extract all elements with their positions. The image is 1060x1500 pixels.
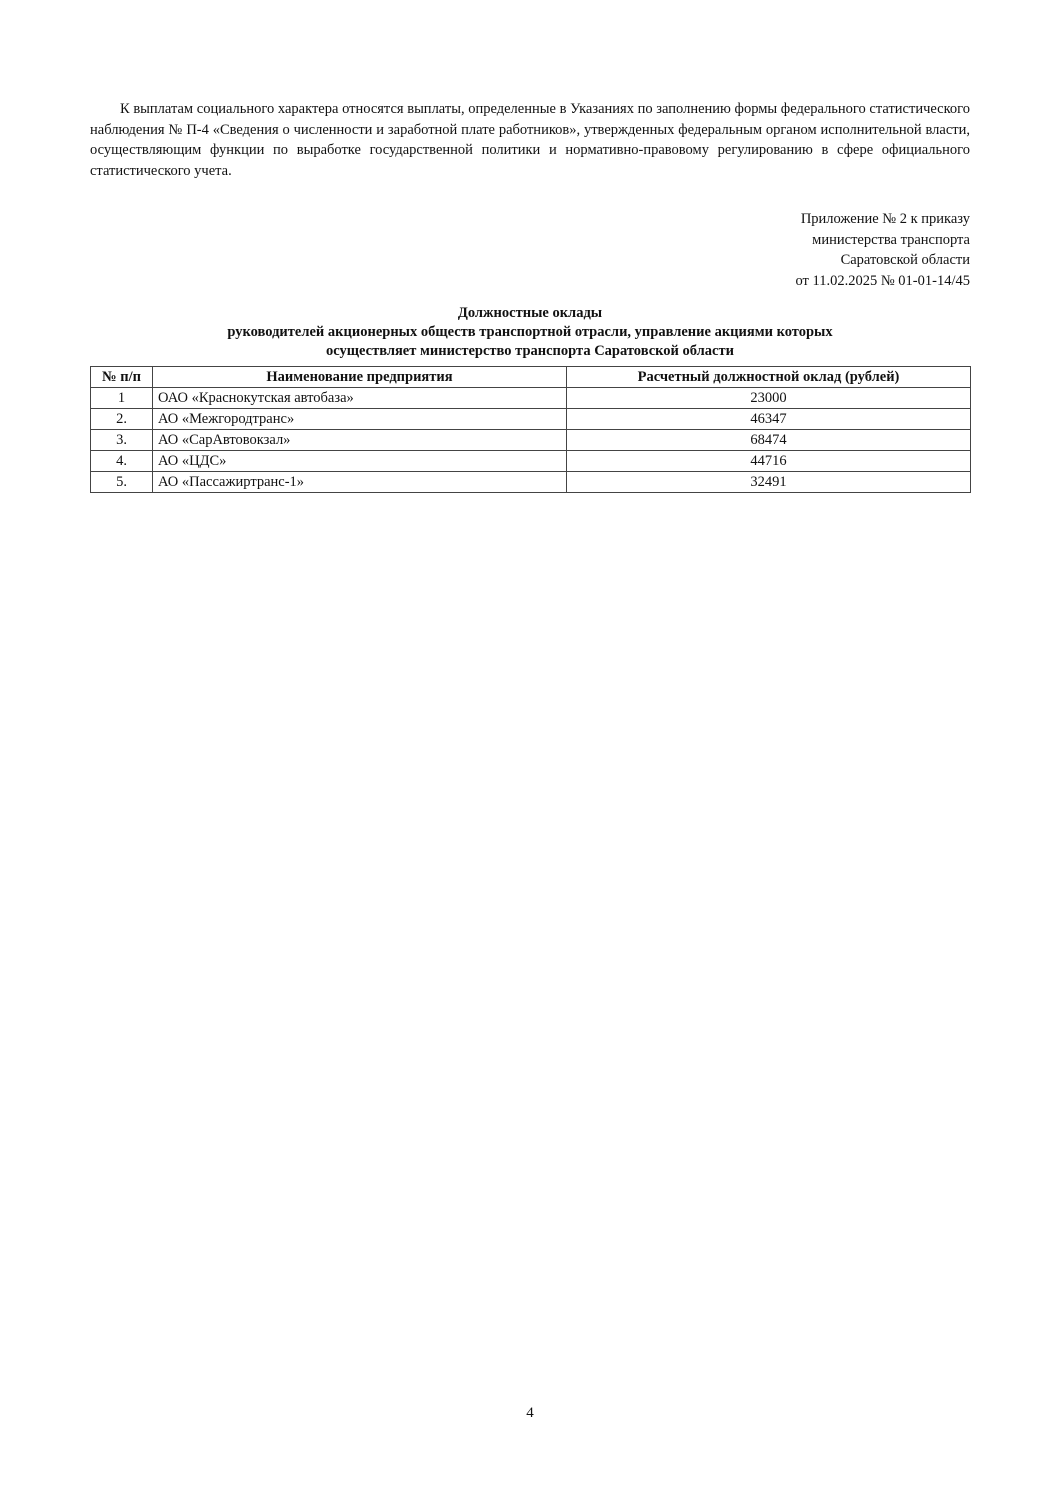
title-line: осуществляет министерство транспорта Саратовской области	[326, 343, 734, 359]
company-name: АО «ЦДС»	[153, 451, 567, 472]
company-name: ОАО «Краснокутская автобаза»	[153, 388, 567, 409]
table-row	[91, 472, 971, 493]
table-row	[91, 388, 971, 409]
appendix-header	[630, 209, 970, 291]
column-header-company: Наименование предприятия	[153, 367, 567, 388]
row-number: 5.	[91, 472, 153, 493]
intro-text	[90, 99, 970, 181]
company-name: АО «Межгородтранс»	[153, 409, 567, 430]
document-title	[90, 304, 970, 361]
row-number: 2.	[91, 409, 153, 430]
appendix-line: Саратовской области	[840, 252, 970, 268]
row-number: 3.	[91, 430, 153, 451]
company-name: АО «Пассажиртранс-1»	[153, 472, 567, 493]
title-line: руководителей акционерных обществ транспортной отрасли, управление акциями которых	[227, 324, 833, 340]
title-line: Должностные оклады	[457, 305, 603, 321]
salary-value: 46347	[567, 409, 971, 430]
column-header-number: № п/п	[91, 367, 153, 388]
salary-value: 23000	[567, 388, 971, 409]
salary-value: 68474	[567, 430, 971, 451]
appendix-line: Приложение № 2 к приказу	[800, 211, 970, 227]
page-number: 4	[526, 1405, 534, 1421]
appendix-line: от 11.02.2025 № 01-01-14/45	[795, 272, 970, 289]
salary-value: 32491	[567, 472, 971, 493]
table-row	[91, 430, 971, 451]
table-header-row	[91, 367, 971, 388]
salaries-table	[90, 366, 971, 493]
company-name: АО «СарАвтовокзал»	[153, 430, 567, 451]
column-header-salary: Расчетный должностной оклад (рублей)	[567, 367, 971, 388]
salary-value: 44716	[567, 451, 971, 472]
table-row	[91, 451, 971, 472]
row-number: 1	[91, 388, 153, 409]
appendix-line: министерства транспорта	[812, 231, 970, 248]
intro-paragraph: К выплатам социального характера относятся выплаты, определенные в Указаниях по заполнению формы федерального статистического наблюдения № П-4 «Сведения о численности и заработной плате работников», утвержденных федеральным органом исполнительной власти, осуществляющим функции по выработке государственной политики и нормативно-правовому регулированию в сфере официального статистического учета.	[90, 101, 970, 179]
table-row	[91, 409, 971, 430]
row-number: 4.	[91, 451, 153, 472]
